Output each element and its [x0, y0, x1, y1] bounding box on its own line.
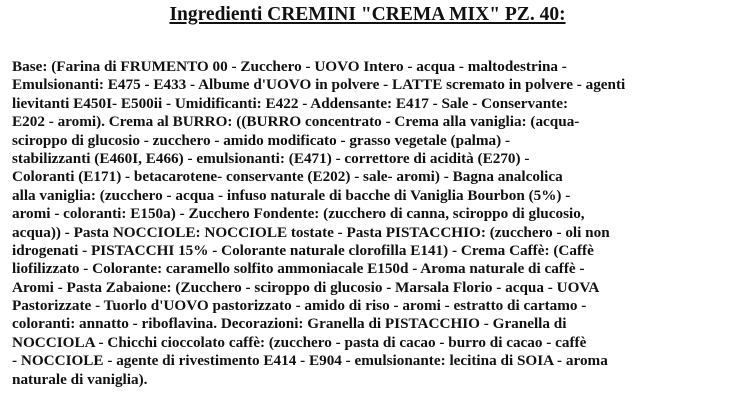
text-line: Base: (Farina di FRUMENTO 00 - Zucchero - UOVO Intero - acqua - maltodestrina -	[12, 58, 567, 75]
text-line: Aromi - Pasta Zabaione: (Zucchero - sciroppo di glucosio - Marsala Florio - acqua - UOVA	[12, 278, 600, 296]
text-line: stabilizzanti (E460I, E466) - emulsionanti: (E471) - correttore di acidità (E270) -	[12, 149, 530, 167]
text-line: E202 - aromi). Crema al BURRO: ((BURRO concentrato - Crema alla vaniglia: (acqua-	[12, 113, 580, 131]
text-line: coloranti: annatto - riboflavina. Decorazioni: Granella di PISTACCHIO - Granella di	[12, 315, 567, 333]
text-line: Coloranti (E171) - betacarotene- conservante (E202) - sale- aromi) - Bagna analcolica	[12, 168, 563, 186]
text-line: sciroppo di glucosio - zucchero - amido modificato - grasso vegetale (palma) -	[12, 131, 511, 149]
ingredients-text	[12, 58, 732, 389]
text-line: lievitanti E450I- E500ii - Umidificanti: E422 - Addensante: E417 - Sale - Conservante:	[12, 94, 569, 112]
text-line: - NOCCIOLE - agente di rivestimento E414 - E904 - emulsionante: lecitina di SOIA - aroma	[12, 352, 608, 370]
text-line: Pastorizzate - Tuorlo d'UOVO pastorizzato - amido di riso - aromi - estratto di cartamo -	[12, 297, 587, 315]
text-line: aromi - coloranti: E150a) - Zucchero Fondente: (zucchero di canna, sciroppo di glucosio,	[12, 205, 585, 223]
text-line: liofilizzato - Colorante: caramello solfito ammoniacale E150d - Aroma naturale di caffè -	[12, 260, 585, 278]
text-line: NOCCIOLA - Chicchi cioccolato caffè: (zucchero - pasta di cacao - burro di cacao - caffè	[12, 333, 587, 351]
text-line: alla vaniglia: (zucchero - acqua - infuso naturale di bacche di Vaniglia Bourbon (5%) -	[12, 186, 571, 204]
text-line: Emulsionanti: E475 - E433 - Albume d'UOVO in polvere - LATTE scremato in polvere - agenti	[12, 76, 626, 94]
text-line: naturale di vaniglia).	[12, 370, 148, 388]
text-line: idrogenati - PISTACCHI 15% - Colorante naturale clorofilla E141) - Crema Caffè: (Caffè	[12, 241, 594, 259]
text-line: acqua)) - Pasta NOCCIOLE: NOCCIOLE tostate - Pasta PISTACCHIO: (zucchero - oli non	[12, 223, 610, 241]
document-title: Ingredienti CREMINI "CREMA MIX" PZ. 40:	[169, 4, 566, 25]
